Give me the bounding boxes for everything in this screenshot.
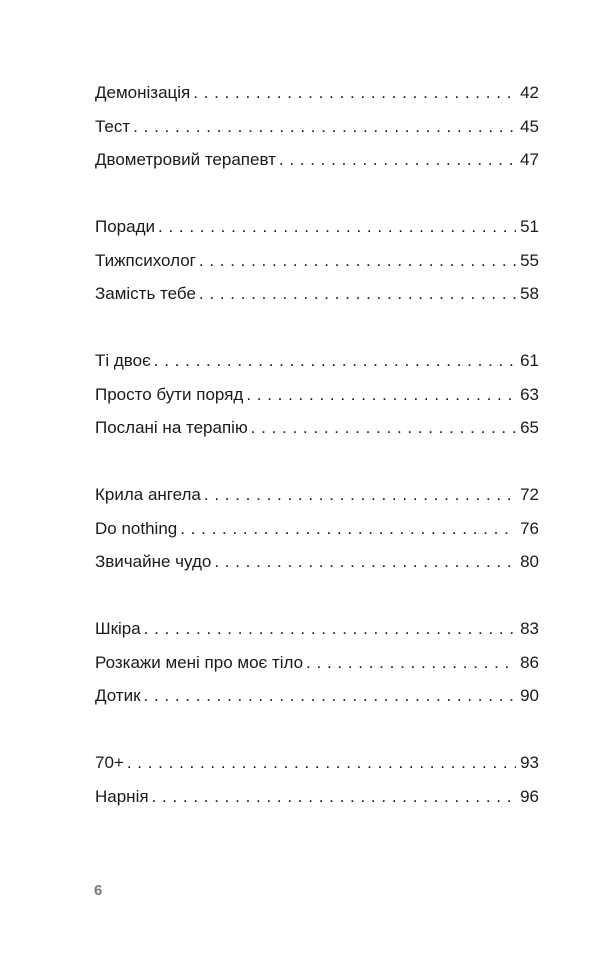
toc-entry-page: 55 xyxy=(520,250,539,270)
toc-entry-page: 80 xyxy=(520,552,539,571)
toc-entry xyxy=(95,150,539,184)
toc-entry-title: Тижпсихолог xyxy=(95,250,196,270)
dot-leader xyxy=(279,150,516,170)
dot-leader xyxy=(306,653,516,673)
dot-leader xyxy=(127,753,516,773)
toc-entry xyxy=(95,619,539,653)
toc-entry-page: 45 xyxy=(520,116,539,136)
toc-entry xyxy=(95,251,539,285)
toc-group-6 xyxy=(95,753,539,820)
toc-entry-page: 58 xyxy=(520,284,539,303)
dot-leader xyxy=(199,284,516,304)
toc-entry-title: Нарнія xyxy=(95,786,149,806)
toc-entry xyxy=(95,552,539,586)
toc-entry-title: Шкіра xyxy=(95,619,141,638)
toc-entry-page: 42 xyxy=(520,83,539,102)
toc-entry-page: 90 xyxy=(520,686,539,705)
toc-entry-page: 47 xyxy=(520,150,539,169)
toc-entry-title: Звичайне чудо xyxy=(95,552,212,571)
toc-entry-title: Ті двоє xyxy=(95,351,151,370)
toc-entry xyxy=(95,83,539,117)
dot-leader xyxy=(180,519,516,539)
dot-leader xyxy=(251,418,516,438)
dot-leader xyxy=(158,217,516,237)
toc-entry-page: 51 xyxy=(520,217,539,236)
toc-group-2 xyxy=(95,217,539,318)
dot-leader xyxy=(133,117,516,137)
toc-entry xyxy=(95,117,539,151)
toc-entry-title: 70+ xyxy=(95,753,124,772)
toc-entry-title: Послані на терапію xyxy=(95,418,248,437)
dot-leader xyxy=(152,787,517,807)
toc-entry-title: Замість тебе xyxy=(95,284,196,303)
toc-entry xyxy=(95,686,539,720)
toc-entry xyxy=(95,753,539,787)
toc-entry xyxy=(95,217,539,251)
toc-entry xyxy=(95,653,539,687)
toc-group-5 xyxy=(95,619,539,720)
toc-entry-page: 65 xyxy=(520,418,539,437)
toc-entry xyxy=(95,284,539,318)
toc-entry xyxy=(95,385,539,419)
dot-leader xyxy=(144,619,516,639)
dot-leader xyxy=(204,485,516,505)
dot-leader xyxy=(214,552,516,572)
toc-entry-page: 86 xyxy=(520,652,539,672)
toc-entry xyxy=(95,519,539,553)
toc-entry-page: 83 xyxy=(520,619,539,638)
toc-entry-title: Do nothing xyxy=(95,518,178,538)
dot-leader xyxy=(144,686,517,706)
toc-entry-title: Дотик xyxy=(95,686,141,705)
toc-entry-title: Просто бути поряд xyxy=(95,384,244,404)
toc-entry-title: Розкажи мені про моє тіло xyxy=(95,652,304,672)
page-number: 6 xyxy=(94,882,103,899)
dot-leader xyxy=(246,385,516,405)
dot-leader xyxy=(154,351,516,371)
toc-entry-page: 61 xyxy=(520,351,539,370)
toc-entry-page: 76 xyxy=(520,518,539,538)
toc-entry xyxy=(95,351,539,385)
toc-group-1 xyxy=(95,83,539,184)
toc-entry xyxy=(95,418,539,452)
toc-entry-title: Демонізація xyxy=(95,83,191,102)
toc-entry xyxy=(95,787,539,821)
toc-entry-page: 96 xyxy=(520,786,539,806)
toc-entry-title: Поради xyxy=(95,217,155,236)
toc-entry-title: Тест xyxy=(95,116,131,136)
toc-entry-title: Двометровий терапевт xyxy=(95,150,276,169)
toc-group-4 xyxy=(95,485,539,586)
toc-entry-page: 93 xyxy=(520,753,539,772)
dot-leader xyxy=(193,83,516,103)
toc-entry-page: 63 xyxy=(520,384,539,404)
toc-entry-page: 72 xyxy=(520,485,539,504)
toc-entry-title: Крила ангела xyxy=(95,485,201,504)
dot-leader xyxy=(199,251,516,271)
toc-entry xyxy=(95,485,539,519)
toc-group-3 xyxy=(95,351,539,452)
